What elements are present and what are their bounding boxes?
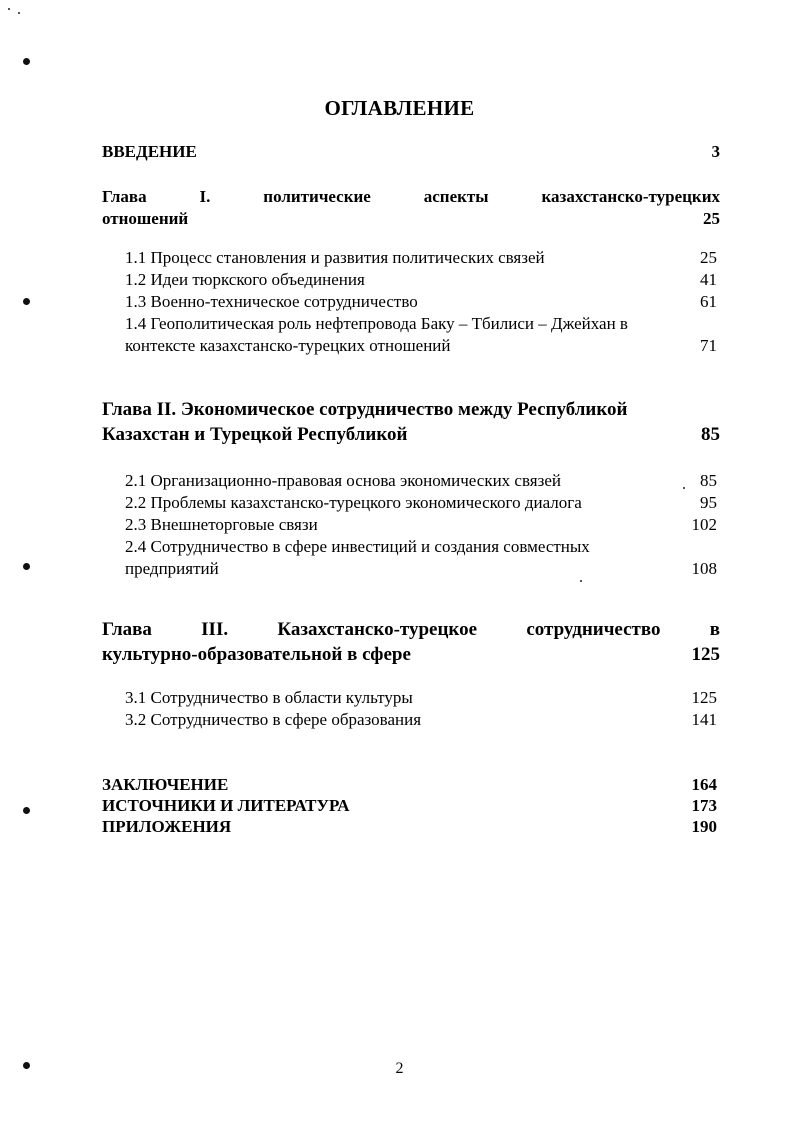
scan-speck-4 bbox=[580, 580, 582, 582]
chapter2-heading-line1: Глава II. Экономическое сотрудничество между Республикой bbox=[102, 399, 628, 420]
chapter1-heading-line1: Глава I. политические аспекты казахстанско-турецких bbox=[102, 187, 721, 206]
toc-subentry-2-2: 2.2 Проблемы казахстанско-турецкого экономического диалога 95 bbox=[125, 493, 717, 512]
toc-subentry-2-4-line2: предприятий 108 bbox=[125, 559, 717, 578]
scan-mark-3 bbox=[23, 563, 30, 570]
scan-speck-2 bbox=[18, 12, 20, 14]
toc-subentry-3-2: 3.2 Сотрудничество в сфере образования 141 bbox=[125, 710, 717, 729]
scan-mark-1 bbox=[23, 58, 30, 65]
chapter2-page: 85 bbox=[701, 424, 720, 445]
page-number: 2 bbox=[395, 1060, 404, 1077]
toc-subentry-1-3: 1.3 Военно-техническое сотрудничество 61 bbox=[125, 292, 717, 311]
toc-subentry-3-1: 3.1 Сотрудничество в области культуры 125 bbox=[125, 688, 717, 707]
chapter1-heading-line2: отношений 25 bbox=[102, 209, 720, 228]
toc-subentry-2-3: 2.3 Внешнеторговые связи 102 bbox=[125, 515, 717, 534]
toc-entry-conclusion: ЗАКЛЮЧЕНИЕ 164 bbox=[102, 775, 717, 794]
toc-entry-intro bbox=[102, 141, 720, 162]
chapter3-heading-line1: Глава III. Казахстанско-турецкое сотрудничество в bbox=[102, 619, 721, 640]
toc-entry-sources: ИСТОЧНИКИ И ЛИТЕРАТУРА 173 bbox=[102, 796, 717, 815]
toc-subentry-1-2: 1.2 Идеи тюркского объединения 41 bbox=[125, 270, 717, 289]
chapter1-page: 25 bbox=[703, 209, 720, 228]
scan-mark-4 bbox=[23, 807, 30, 814]
toc-subentry-1-4-line2: контексте казахстанско-турецких отношений 71 bbox=[125, 336, 717, 355]
toc-entry-label: ВВЕДЕНИЕ bbox=[102, 142, 197, 161]
toc-entry-page: 3 bbox=[711, 142, 720, 161]
toc-entry-appendix: ПРИЛОЖЕНИЯ 190 bbox=[102, 817, 717, 836]
toc-subentry-2-1: 2.1 Организационно-правовая основа экономических связей 85 bbox=[125, 471, 717, 490]
toc-subentry-1-1: 1.1 Процесс становления и развития политических связей 25 bbox=[125, 248, 717, 267]
scan-speck-1 bbox=[8, 8, 10, 10]
chapter3-page: 125 bbox=[691, 644, 720, 665]
toc-subentry-1-4-line1: 1.4 Геополитическая роль нефтепровода Баку – Тбилиси – Джейхан в bbox=[125, 314, 628, 333]
toc-title: ОГЛАВЛЕНИЕ bbox=[324, 96, 475, 120]
scan-mark-2 bbox=[23, 298, 30, 305]
chapter3-heading-line2: культурно-образовательной в сфере 125 bbox=[102, 644, 720, 665]
toc-subentry-2-4-line1: 2.4 Сотрудничество в сфере инвестиций и создания совместных bbox=[125, 537, 590, 556]
chapter2-heading-line2: Казахстан и Турецкой Республикой 85 bbox=[102, 424, 720, 445]
